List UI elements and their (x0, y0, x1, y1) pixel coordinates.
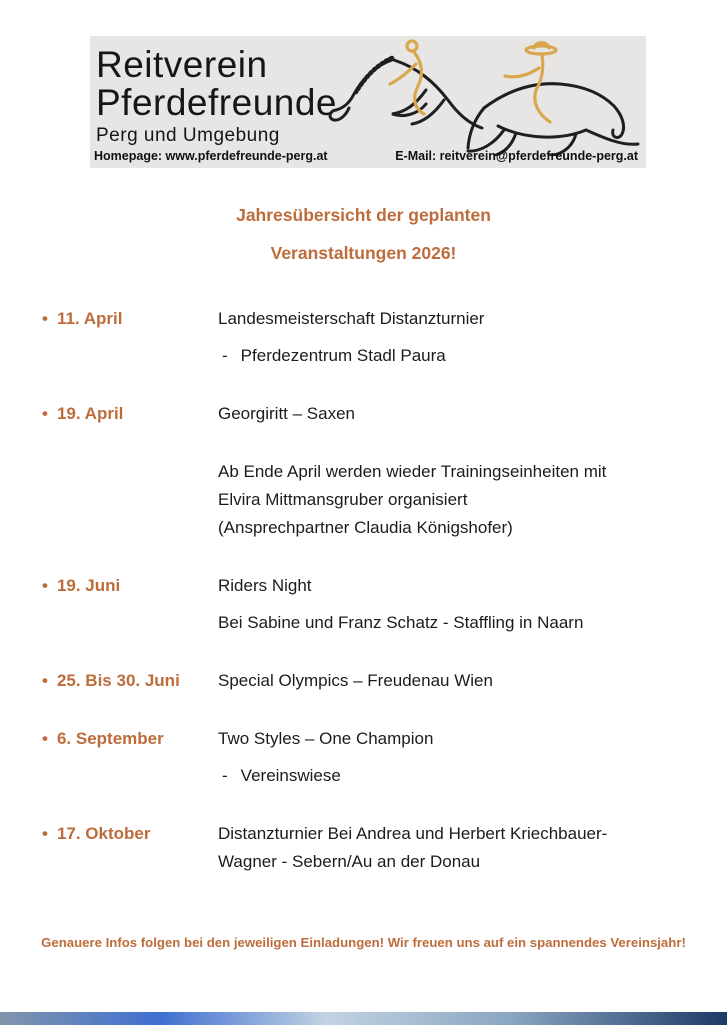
event-date (42, 670, 218, 692)
bullet-icon: • (42, 824, 48, 843)
event-row (42, 670, 702, 692)
event-description (218, 575, 702, 634)
bullet-icon: • (42, 671, 48, 690)
event-description (218, 308, 702, 367)
event-text: Riders Night (218, 576, 312, 595)
email-label: E-Mail: reitverein@pferdefreunde-perg.at (395, 149, 638, 163)
bullet-icon: • (42, 729, 48, 748)
title-line1: Jahresübersicht der geplanten (236, 205, 491, 225)
event-row (42, 575, 702, 634)
document-title (50, 204, 677, 264)
title-line2: Veranstaltungen 2026! (270, 243, 457, 263)
event-text: Georgiritt – Saxen (218, 404, 356, 423)
club-name-block (96, 46, 337, 146)
event-date-label: 19. Juni (56, 576, 121, 595)
event-date-label: 11. April (56, 309, 123, 328)
left-horse-icon (330, 58, 482, 128)
event-date (42, 461, 218, 539)
event-text-line (218, 308, 702, 330)
event-text-line (218, 765, 702, 787)
event-description (218, 670, 702, 692)
event-text-line (218, 517, 702, 539)
right-horse-icon (468, 84, 638, 156)
event-date (42, 575, 218, 634)
event-list (42, 308, 702, 873)
event-row (42, 728, 702, 787)
event-text: Wagner - Sebern/Au an der Donau (218, 852, 481, 871)
event-text: Bei Sabine und Franz Schatz - Staffling in Naarn (218, 613, 584, 632)
event-text-line (218, 461, 702, 483)
club-logo-header (90, 36, 646, 168)
club-name-line1: Reitverein (96, 44, 268, 85)
homepage-label: Homepage: www.pferdefreunde-perg.at (94, 149, 328, 163)
event-text: Landesmeisterschaft Distanzturnier (218, 309, 485, 328)
event-text: Elvira Mittmansgruber organisiert (218, 490, 468, 509)
bullet-icon: • (42, 404, 48, 423)
bottom-decoration-bar (0, 1012, 727, 1025)
footer-note: Genauere Infos folgen bei den jeweiligen Einladungen! Wir freuen uns auf ein spannendes Vereinsjahr! (41, 935, 686, 950)
event-text-line (218, 403, 702, 425)
club-region: Perg und Umgebung (96, 124, 280, 146)
event-row (42, 403, 702, 425)
event-text-line (218, 345, 702, 367)
event-date (42, 823, 218, 873)
event-date-label: 17. Oktober (56, 824, 151, 843)
event-date (42, 403, 218, 425)
event-text: Two Styles – One Champion (218, 729, 434, 748)
note-row (42, 461, 702, 539)
event-description (218, 823, 702, 873)
contact-row (94, 149, 638, 163)
event-date-label: 25. Bis 30. Juni (56, 671, 180, 690)
event-text: Pferdezentrum Stadl Paura (240, 346, 446, 365)
event-row (42, 308, 702, 367)
bullet-icon: • (42, 309, 48, 328)
event-description (218, 461, 702, 539)
dash-prefix: - (222, 766, 228, 785)
event-text: Special Olympics – Freudenau Wien (218, 671, 493, 690)
event-description (218, 728, 702, 787)
event-date-label: 6. September (56, 729, 164, 748)
club-name-line2: Pferdefreunde (96, 82, 338, 124)
event-text-line (218, 612, 702, 634)
dash-prefix: - (222, 346, 228, 365)
event-description (218, 403, 702, 425)
event-date-label: 19. April (56, 404, 124, 423)
event-text-line (218, 489, 702, 511)
event-text-line (218, 851, 702, 873)
event-row (42, 823, 702, 873)
bullet-icon: • (42, 576, 48, 595)
event-text-line (218, 575, 702, 597)
event-text-line (218, 670, 702, 692)
event-text: Distanzturnier Bei Andrea und Herbert Kriechbauer- (218, 824, 608, 843)
horses-riders-illustration (322, 38, 644, 156)
event-text-line (218, 823, 702, 845)
event-text: Vereinswiese (240, 766, 341, 785)
event-text-line (218, 728, 702, 750)
event-date (42, 728, 218, 787)
event-text: (Ansprechpartner Claudia Königshofer) (218, 518, 513, 537)
event-text: Ab Ende April werden wieder Trainingseinheiten mit (218, 462, 607, 481)
left-rider-icon (390, 41, 424, 114)
event-date (42, 308, 218, 367)
